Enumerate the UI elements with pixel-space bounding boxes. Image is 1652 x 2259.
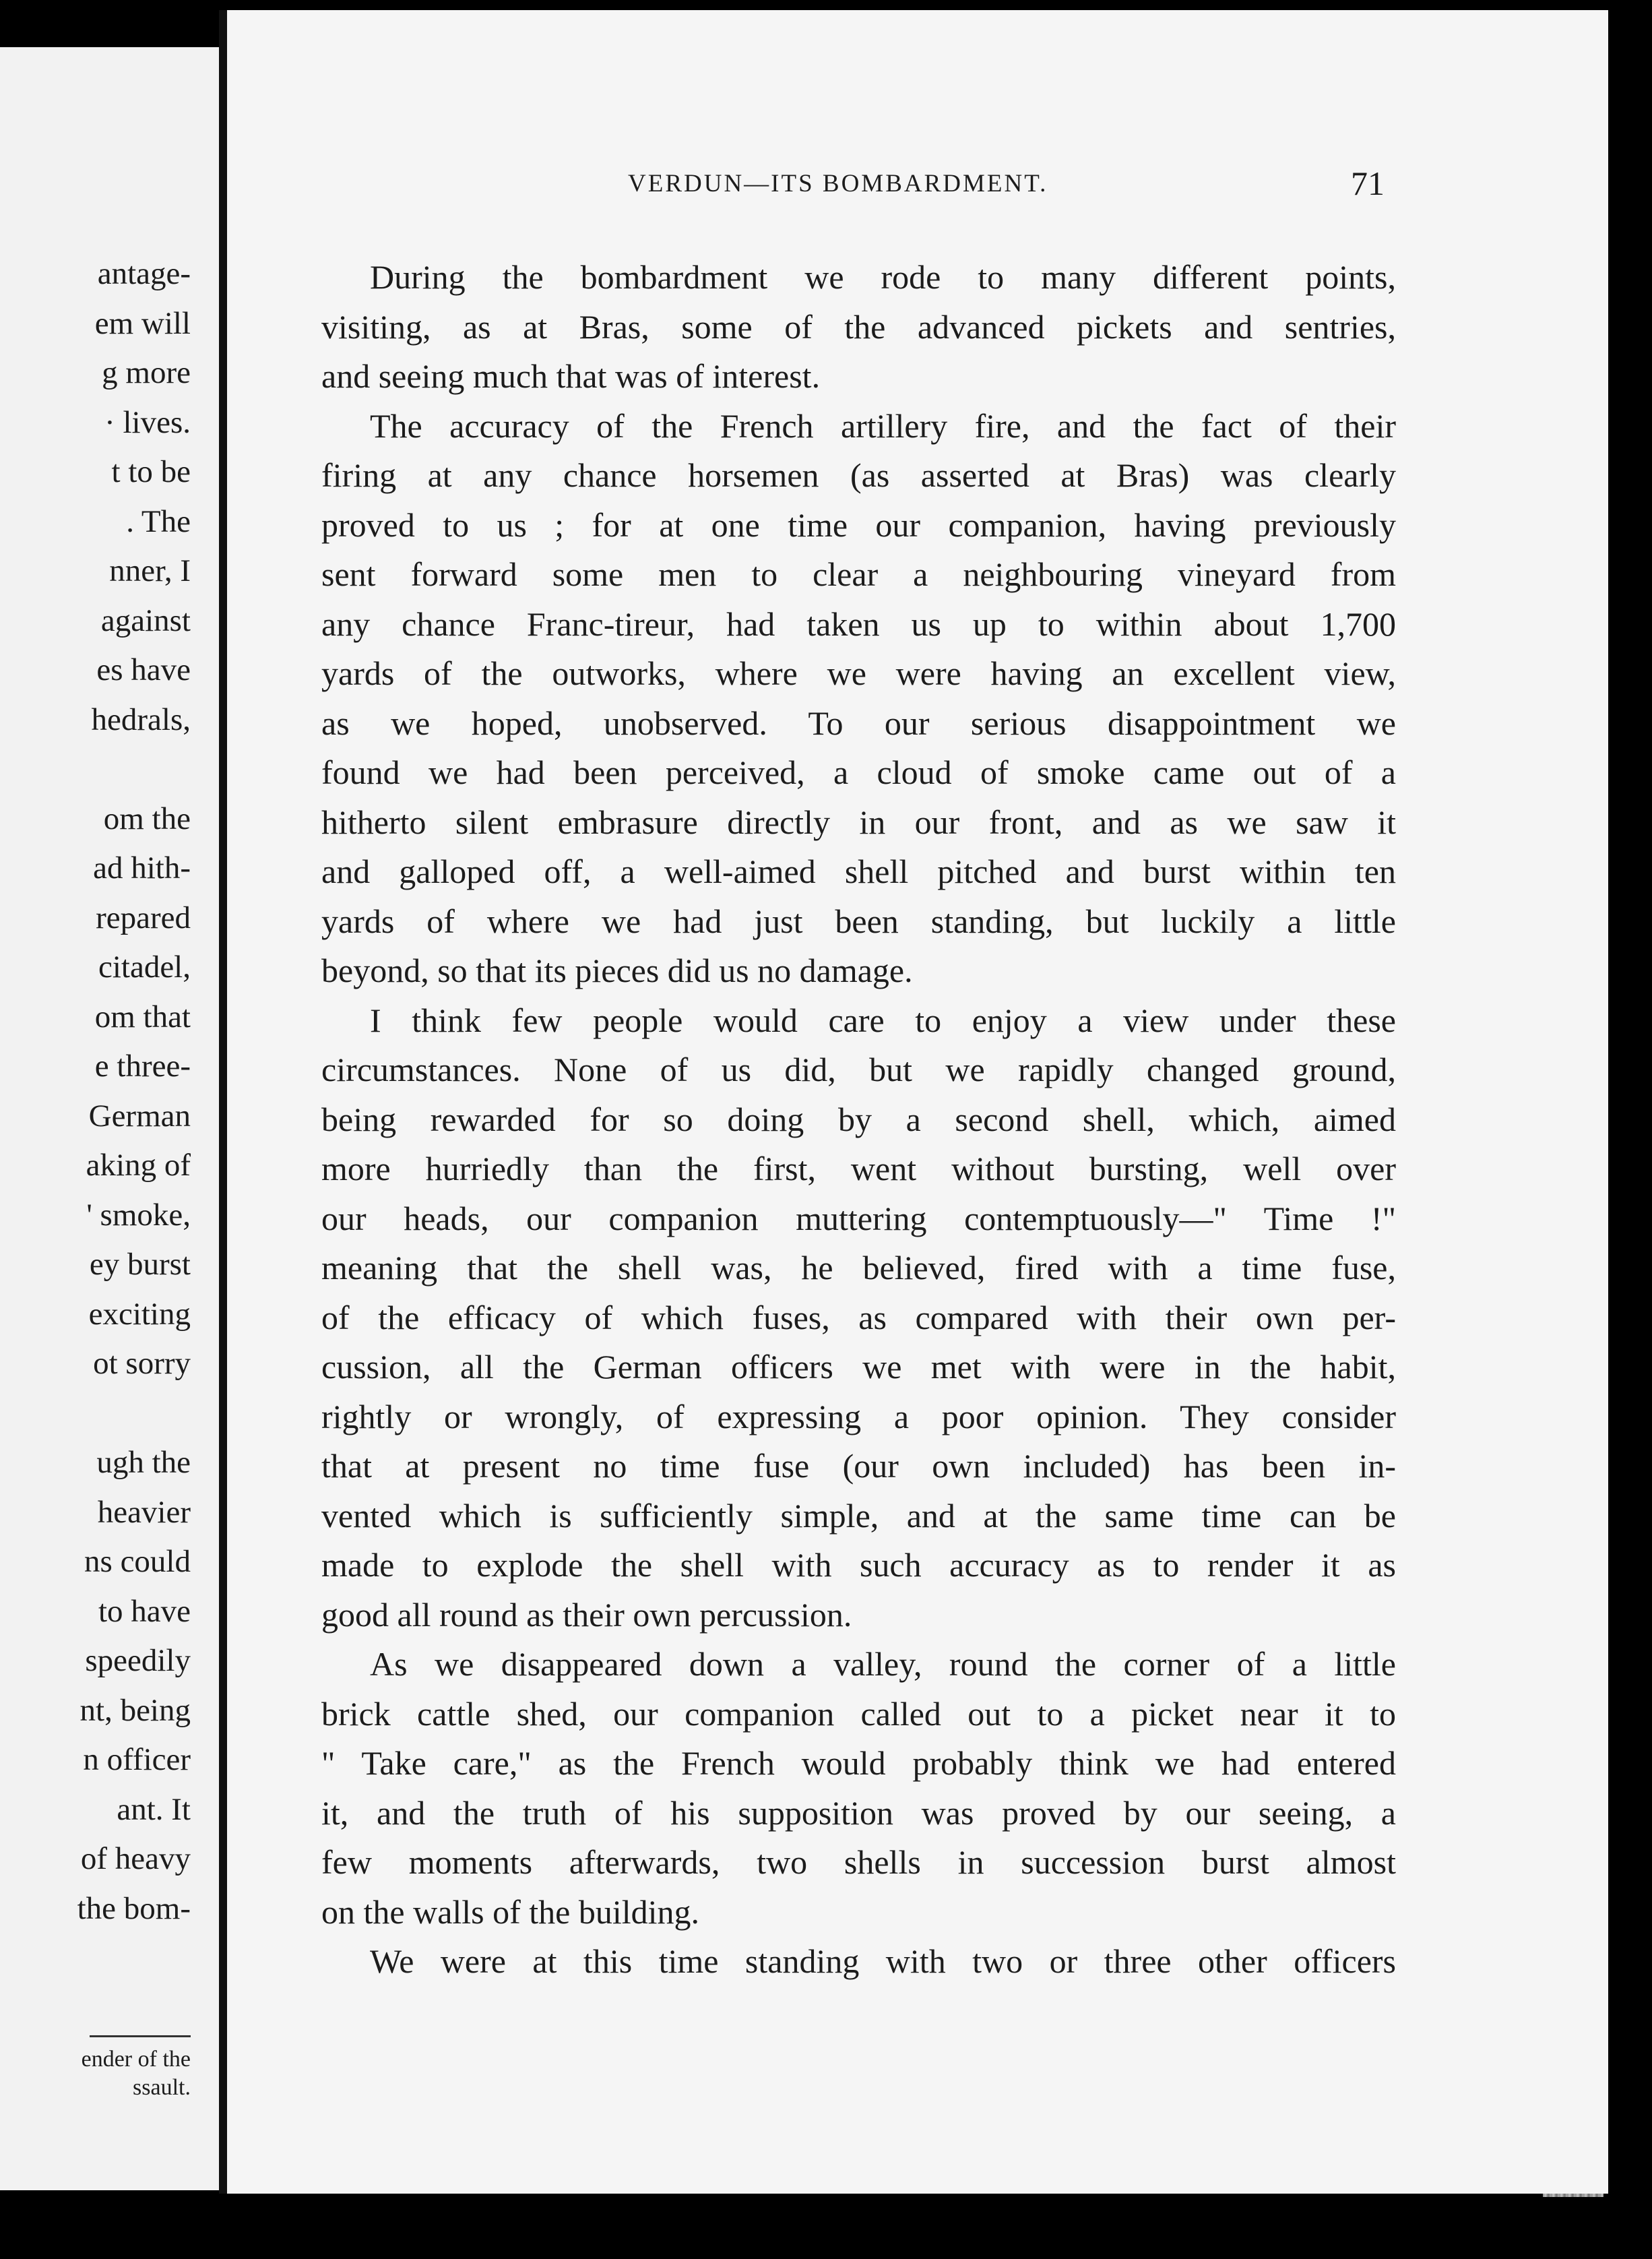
text-line: sent forward some men to clear a neighbouring vineyard from [321, 555, 1396, 593]
text-line: brick cattle shed, our companion called out to a picket near it to [321, 1694, 1396, 1733]
left-line [0, 745, 191, 795]
text-line: of the efficacy of which fuses, as compared with their own per- [321, 1298, 1396, 1336]
left-line: g more [102, 355, 191, 390]
left-line: against [100, 602, 191, 638]
left-line: ' smoke, [86, 1197, 191, 1233]
left-line: ns could [84, 1544, 191, 1579]
text-line: I think few people would care to enjoy a view under these [370, 1001, 1396, 1039]
left-line: heavier [97, 1494, 191, 1530]
left-page [0, 47, 226, 2190]
left-line: German [88, 1098, 191, 1134]
right-page [219, 10, 1608, 2194]
left-line: · lives. [104, 404, 191, 440]
left-line: es have [96, 652, 191, 687]
left-line: nt, being [80, 1692, 191, 1728]
left-line: ant. It [117, 1791, 191, 1827]
left-line: repared [96, 900, 191, 935]
text-line: We were at this time standing with two or three other officers [370, 1942, 1396, 1980]
footnote-line: ssault. [133, 2075, 191, 2100]
text-line: hitherto silent embrasure directly in our front, and as we saw it [321, 803, 1396, 841]
text-line: it, and the truth of his supposition was proved by our seeing, a [321, 1793, 1396, 1832]
left-line: exciting [88, 1296, 191, 1332]
left-line: ot sorry [93, 1346, 191, 1381]
left-page-text [0, 249, 191, 1933]
text-line: During the bombardment we rode to many different points, [370, 258, 1396, 296]
text-line: being rewarded for so doing by a second shell, which, aimed [321, 1100, 1396, 1138]
left-line: to have [98, 1593, 191, 1629]
text-line: made to explode the shell with such accuracy as to render it as [321, 1546, 1396, 1584]
page-number: 71 [1351, 164, 1385, 202]
text-line: and galloped off, a well-aimed shell pitched and burst within ten [321, 853, 1396, 890]
left-line: of heavy [80, 1841, 191, 1876]
text-line: cussion, all the German officers we met with were in the habit, [321, 1348, 1396, 1386]
left-line: hedrals, [91, 702, 191, 737]
text-line: " Take care," as the French would probably think we had entered [321, 1744, 1396, 1782]
text-line: good all round as their own percussion. [321, 1595, 852, 1634]
left-line [0, 1389, 191, 1439]
left-line: e three- [94, 1049, 191, 1084]
left-line: citadel, [98, 950, 191, 985]
text-line: visiting, as at Bras, some of the advanced pickets and sentries, [321, 307, 1396, 346]
left-line: ey burst [89, 1247, 191, 1282]
text-line: found we had been perceived, a cloud of smoke came out of a [321, 753, 1396, 791]
text-line: circumstances. None of us did, but we rapidly changed ground, [321, 1051, 1396, 1088]
text-line: beyond, so that its pieces did us no damage. [321, 952, 913, 989]
footnote-line: ender of the [81, 2047, 191, 2072]
footnote-rule [90, 2035, 191, 2037]
text-line: vented which is sufficiently simple, and at the same time can be [321, 1496, 1396, 1535]
text-line: As we disappeared down a valley, round the corner of a little [370, 1645, 1396, 1683]
text-line: few moments afterwards, two shells in succession burst almost [321, 1843, 1396, 1881]
text-line: yards of where we had just been standing, but luckily a little [321, 902, 1396, 940]
text-line: meaning that the shell was, he believed, fired with a time fuse, [321, 1249, 1396, 1287]
text-line: and seeing much that was of interest. [321, 357, 821, 395]
text-line: as we hoped, unobserved. To our serious disappointment we [321, 704, 1396, 742]
left-line: em will [94, 305, 191, 341]
left-line: nner, I [109, 553, 191, 588]
left-line: n officer [83, 1742, 191, 1777]
text-line: firing at any chance horsemen (as asserted at Bras) was clearly [321, 456, 1396, 494]
left-line: ad hith- [93, 850, 191, 886]
body-text [321, 253, 1396, 1987]
text-line: that at present no time fuse (our own included) has been in- [321, 1447, 1396, 1485]
left-footnote [82, 2045, 191, 2102]
text-line: any chance Franc-tireur, had taken us up to within about 1,700 [321, 605, 1396, 643]
left-line: ugh the [96, 1445, 191, 1480]
left-line: the bom- [77, 1890, 191, 1926]
left-line: . The [126, 503, 191, 539]
text-line: yards of the outworks, where we were having an excellent view, [321, 654, 1396, 692]
text-line: on the walls of the building. [321, 1892, 700, 1931]
text-line: more hurriedly than the first, went without bursting, well over [321, 1150, 1396, 1187]
running-header: VERDUN—ITS BOMBARDMENT. [628, 170, 1048, 197]
left-line: t to be [111, 454, 191, 489]
left-line: om that [94, 999, 191, 1034]
text-line: our heads, our companion muttering contemptuously—" Time !" [321, 1199, 1396, 1237]
left-line: speedily [85, 1643, 191, 1678]
text-line: The accuracy of the French artillery fire, and the fact of their [370, 406, 1396, 445]
text-line: rightly or wrongly, of expressing a poor opinion. They consider [321, 1397, 1396, 1435]
left-line: aking of [86, 1148, 191, 1183]
text-line: proved to us ; for at one time our companion, having previously [321, 505, 1396, 544]
left-line: om the [103, 801, 191, 836]
left-line: antage- [97, 256, 191, 291]
